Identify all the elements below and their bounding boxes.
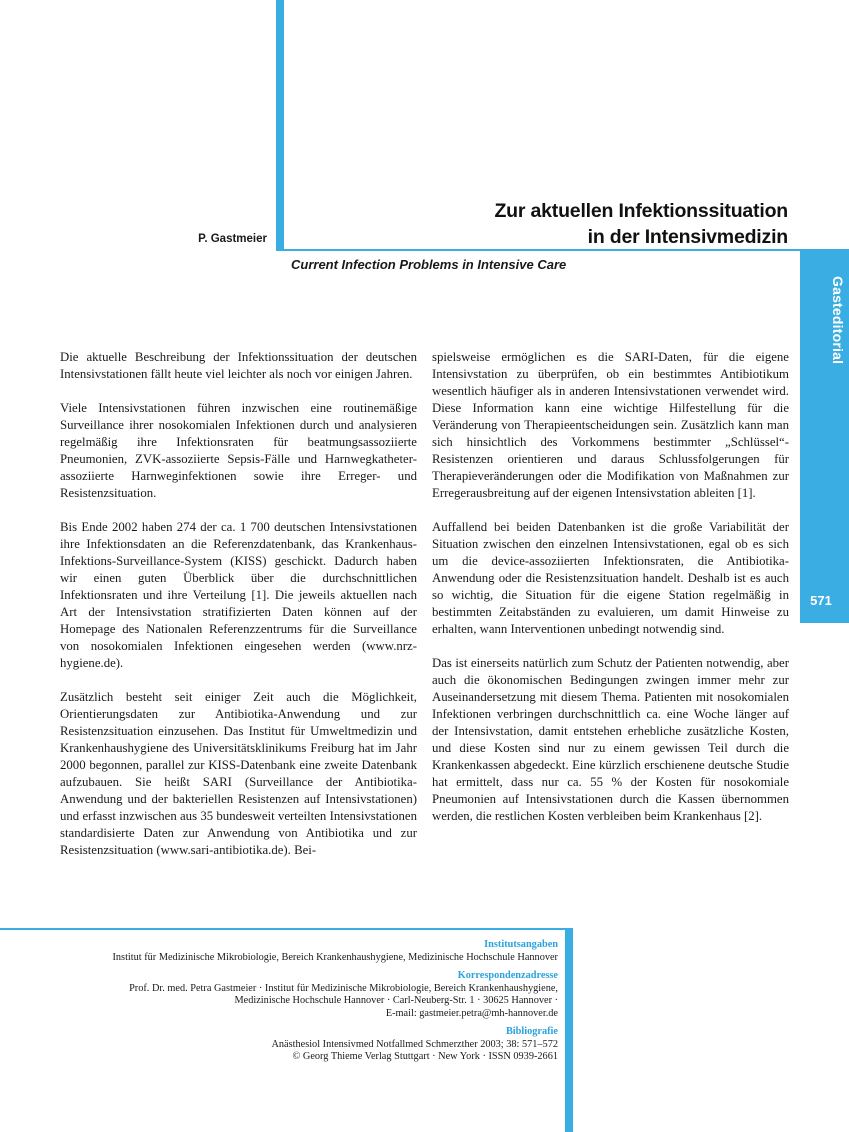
institution-heading: Institutsangaben xyxy=(484,939,558,950)
body-paragraph: Bis Ende 2002 haben 274 der ca. 1 700 deutschen Intensivstationen ihre Infektionsdaten an die Referenzdatenbank, das Krankenhaus-Infektions-Surveillance-System (KISS) geschickt. Dadurch haben wir einen guten Überblick über die durchschnittlichen Infektionsraten und ihre Verteilung [1]. Die jeweils aktuellen nach Art der Intensivstation stratifizierten Daten können auf der Homepage des Nationalen Referenzzentrums für die Surveillance von nosokomialen Infektionen eingesehen werden (www.nrz-hygiene.de). xyxy=(60,520,417,670)
article-title xyxy=(494,198,788,250)
body-column-right xyxy=(432,349,789,842)
bibliography-line: Anästhesiol Intensivmed Notfallmed Schmerzther 2003; 38: 571–572 xyxy=(271,1038,558,1050)
correspondence-heading: Korrespondenzadresse xyxy=(457,970,558,981)
body-paragraph: Das ist einerseits natürlich zum Schutz der Patienten notwendig, aber auch die ökonomischen Bedingungen zwingen immer mehr zur Auseinandersetzung mit diesem Thema. Patienten mit nosokomialen Infektionen verbringen durchschnittlich ca. eine Woche länger auf der Intensivstation, damit entstehen erhebliche zusätzliche Kosten, und diese Kosten sind nur zu einem gewissen Teil durch die Krankenkassen abgedeckt. Eine kürzlich erschienene deutsche Studie hat ermittelt, dass nur ca. 55 % der Kosten für nosokomiale Pneumonien auf Intensivstationen durch die Kassen übernommen werden, die restlichen Kosten verbleiben beim Krankenhaus [2]. xyxy=(432,656,789,823)
body-paragraph: spielsweise ermöglichen es die SARI-Daten, für die eigene Intensivstation zu überprüfen, ob ein bestimmtes Antibiotikum wesentlich häufiger als in anderen Intensivstationen verwendet wird. Diese Information kann eine wichtige Hilfestellung für die Veränderung von Therapieentscheidungen sein. Zusätzlich kann man sich hinsichtlich des Vorkommens bestimmter „Schlüssel“-Resistenzen orientieren und daraus Schlussfolgerungen für Therapieveränderungen oder die Modifikation von Maßnahmen zur Erregerausbreitung auf der eigenen Intensivstation ableiten [1]. xyxy=(432,350,789,500)
body-column-left xyxy=(60,349,417,876)
correspondence-line: E-mail: gastmeier.petra@mh-hannover.de xyxy=(385,1007,558,1019)
author-name: P. Gastmeier xyxy=(198,233,267,245)
correspondence-line: Prof. Dr. med. Petra Gastmeier · Institut für Medizinische Mikrobiologie, Bereich Krankenhaushygiene, xyxy=(129,982,558,994)
body-paragraph: Zusätzlich besteht seit einiger Zeit auch die Möglichkeit, Orientierungsdaten zur Antibiotika-Anwendung und zur Resistenzsituation einzusehen. Das Institut für Umweltmedizin und Krankenhaushygiene des Universitätsklinikums Freiburg hat im Jahr 2000 begonnen, parallel zur KISS-Datenbank eine zweite Datenbank aufzubauen. Sie heißt SARI (Surveillance der Antibiotika-Anwendung und der bakteriellen Resistenzen auf Intensivstationen) und erfasst inzwischen aus 35 bundesweit verteilten Intensivstationen standardisierte Daten zur Anwendung von Antibiotika und zur Resistenzsituation (www.sari-antibiotika.de). Bei- xyxy=(60,690,417,857)
footer-rule xyxy=(0,928,572,930)
correspondence-line: Medizinische Hochschule Hannover · Carl-Neuberg-Str. 1 · 30625 Hannover · xyxy=(234,995,558,1006)
article-title-line-2: in der Intensivmedizin xyxy=(587,226,788,248)
body-paragraph: Auffallend bei beiden Datenbanken ist die große Variabilität der Situation zwischen den einzelnen Intensivstationen, egal ob es sich um die device-assoziierten Infektionsraten, die Antibiotika-Anwendung oder die Resistenzsituation handelt. Deshalb ist es auch so wichtig, die Situation für die eigene Station regelmäßig in bestimmten Zeitabständen zu evaluieren, um damit Hinweise zu erhalten, wann Interventionen unbedingt notwendig sind. xyxy=(432,520,789,636)
body-paragraph: Die aktuelle Beschreibung der Infektionssituation der deutschen Intensivstationen fällt heute viel leichter als noch vor einigen Jahren. xyxy=(60,350,417,381)
article-metadata xyxy=(18,939,558,1064)
section-label: Gasteditorial xyxy=(830,276,846,365)
article-title-line-1: Zur aktuellen Infektionssituation xyxy=(494,200,788,222)
footer-vertical-accent-bar xyxy=(565,928,573,1132)
top-vertical-accent-bar xyxy=(276,0,284,251)
body-paragraph: Viele Intensivstationen führen inzwischen eine routinemäßige Surveillance ihrer nosokomialen Infektionen durch und analysieren regelmäßig ihre Infektionsraten für beatmungsassoziierte Pneumonien, ZVK-assoziierte Sepsis-Fälle und Harnwegkatheter-assoziierte Harnweginfektionen sowie ihre Erreger- und Resistenzsituation. xyxy=(60,401,417,500)
bibliography-heading: Bibliografie xyxy=(505,1026,558,1037)
bibliography-line: © Georg Thieme Verlag Stuttgart · New York · ISSN 0939-2661 xyxy=(292,1051,558,1062)
institution-text: Institut für Medizinische Mikrobiologie, Bereich Krankenhaushygiene, Medizinische Hochschule Hannover xyxy=(112,951,558,963)
page-number: 571 xyxy=(810,593,832,608)
english-subtitle: Current Infection Problems in Intensive Care xyxy=(291,257,567,272)
